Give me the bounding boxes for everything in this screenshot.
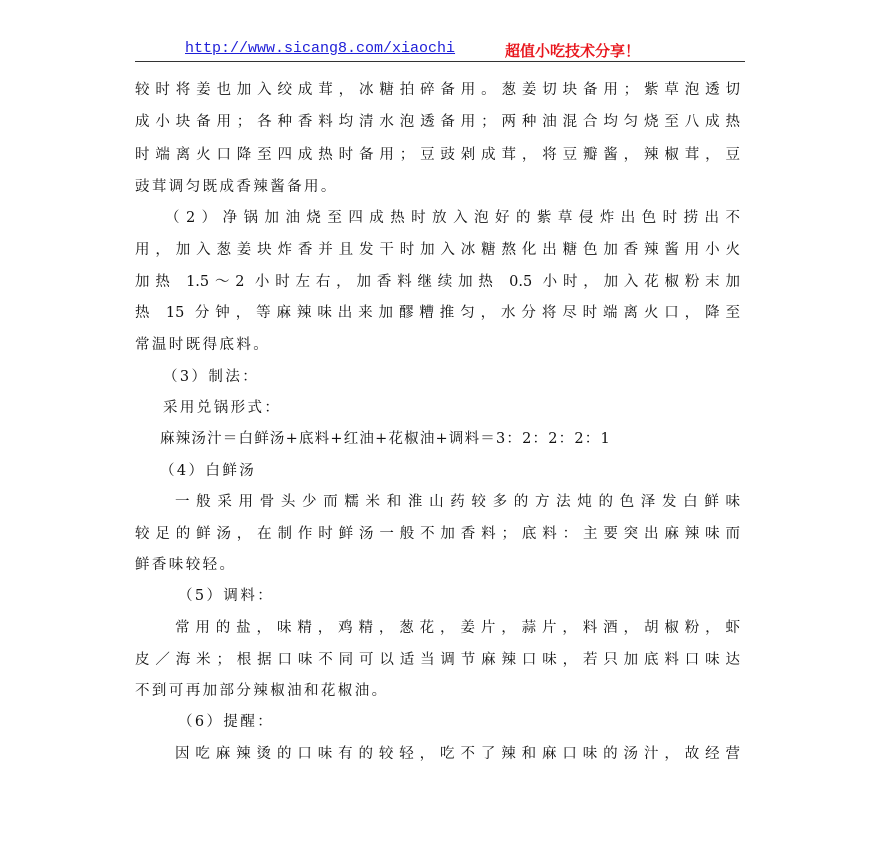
text-line: 豉茸调匀既成香辣酱备用。 bbox=[135, 179, 338, 195]
section-heading: （6）提醒： bbox=[178, 714, 275, 730]
text-line: 鲜香味较轻。 bbox=[135, 557, 237, 573]
text-line: 常用的盐，味精，鸡精，葱花，姜片，蒜片，料酒，胡椒粉，虾 bbox=[175, 620, 740, 636]
header-tagline: 超值小吃技术分享！ bbox=[505, 42, 641, 60]
text-line: 加热 1.5～2 小时左右，加香料继续加热 0.5 小时，加入花椒粉末加 bbox=[135, 274, 740, 290]
text-line: 因吃麻辣烫的口味有的较轻，吃不了辣和麻口味的汤汁，故经营 bbox=[175, 746, 740, 762]
text-line: 较足的鲜汤，在制作时鲜汤一般不加香料；底料：主要突出麻辣味而 bbox=[135, 526, 740, 542]
section-heading: （4）白鲜汤 bbox=[160, 463, 257, 479]
section-heading: （3）制法： bbox=[163, 369, 260, 385]
page-header bbox=[135, 40, 745, 64]
formula-line: 麻辣汤汁＝白鲜汤+底料+红油+花椒油+调料＝3：2：2：2：1 bbox=[160, 431, 611, 447]
text-line: 一般采用骨头少而糯米和淮山药较多的方法炖的色泽发白鲜味 bbox=[175, 494, 740, 510]
text-line: （2）净锅加油烧至四成热时放入泡好的紫草侵炸出色时捞出不 bbox=[165, 210, 740, 226]
text-line: 用，加入葱姜块炸香并且发干时加入冰糖熬化出糖色加香辣酱用小火 bbox=[135, 242, 740, 258]
text-line: 皮／海米；根据口味不同可以适当调节麻辣口味，若只加底料口味达 bbox=[135, 652, 740, 668]
header-url-link[interactable]: http://www.sicang8.com/xiaochi bbox=[185, 40, 456, 57]
text-line: 热 15 分钟，等麻辣味出来加醪糟推匀，水分将尽时端离火口，降至 bbox=[135, 305, 740, 321]
header-rule bbox=[135, 61, 745, 62]
text-line: 时端离火口降至四成热时备用；豆豉剁成茸，将豆瓣酱，辣椒茸，豆 bbox=[135, 147, 740, 163]
section-heading: （5）调料： bbox=[178, 588, 275, 604]
text-line: 不到可再加部分辣椒油和花椒油。 bbox=[135, 683, 389, 699]
text-line: 成小块备用；各种香料均清水泡透备用；两种油混合均匀烧至八成热 bbox=[135, 114, 740, 130]
text-line: 采用兑锅形式： bbox=[163, 400, 282, 416]
text-line: 常温时既得底料。 bbox=[135, 337, 271, 353]
text-line: 较时将姜也加入绞成茸，冰糖拍碎备用。葱姜切块备用；紫草泡透切 bbox=[135, 82, 740, 98]
